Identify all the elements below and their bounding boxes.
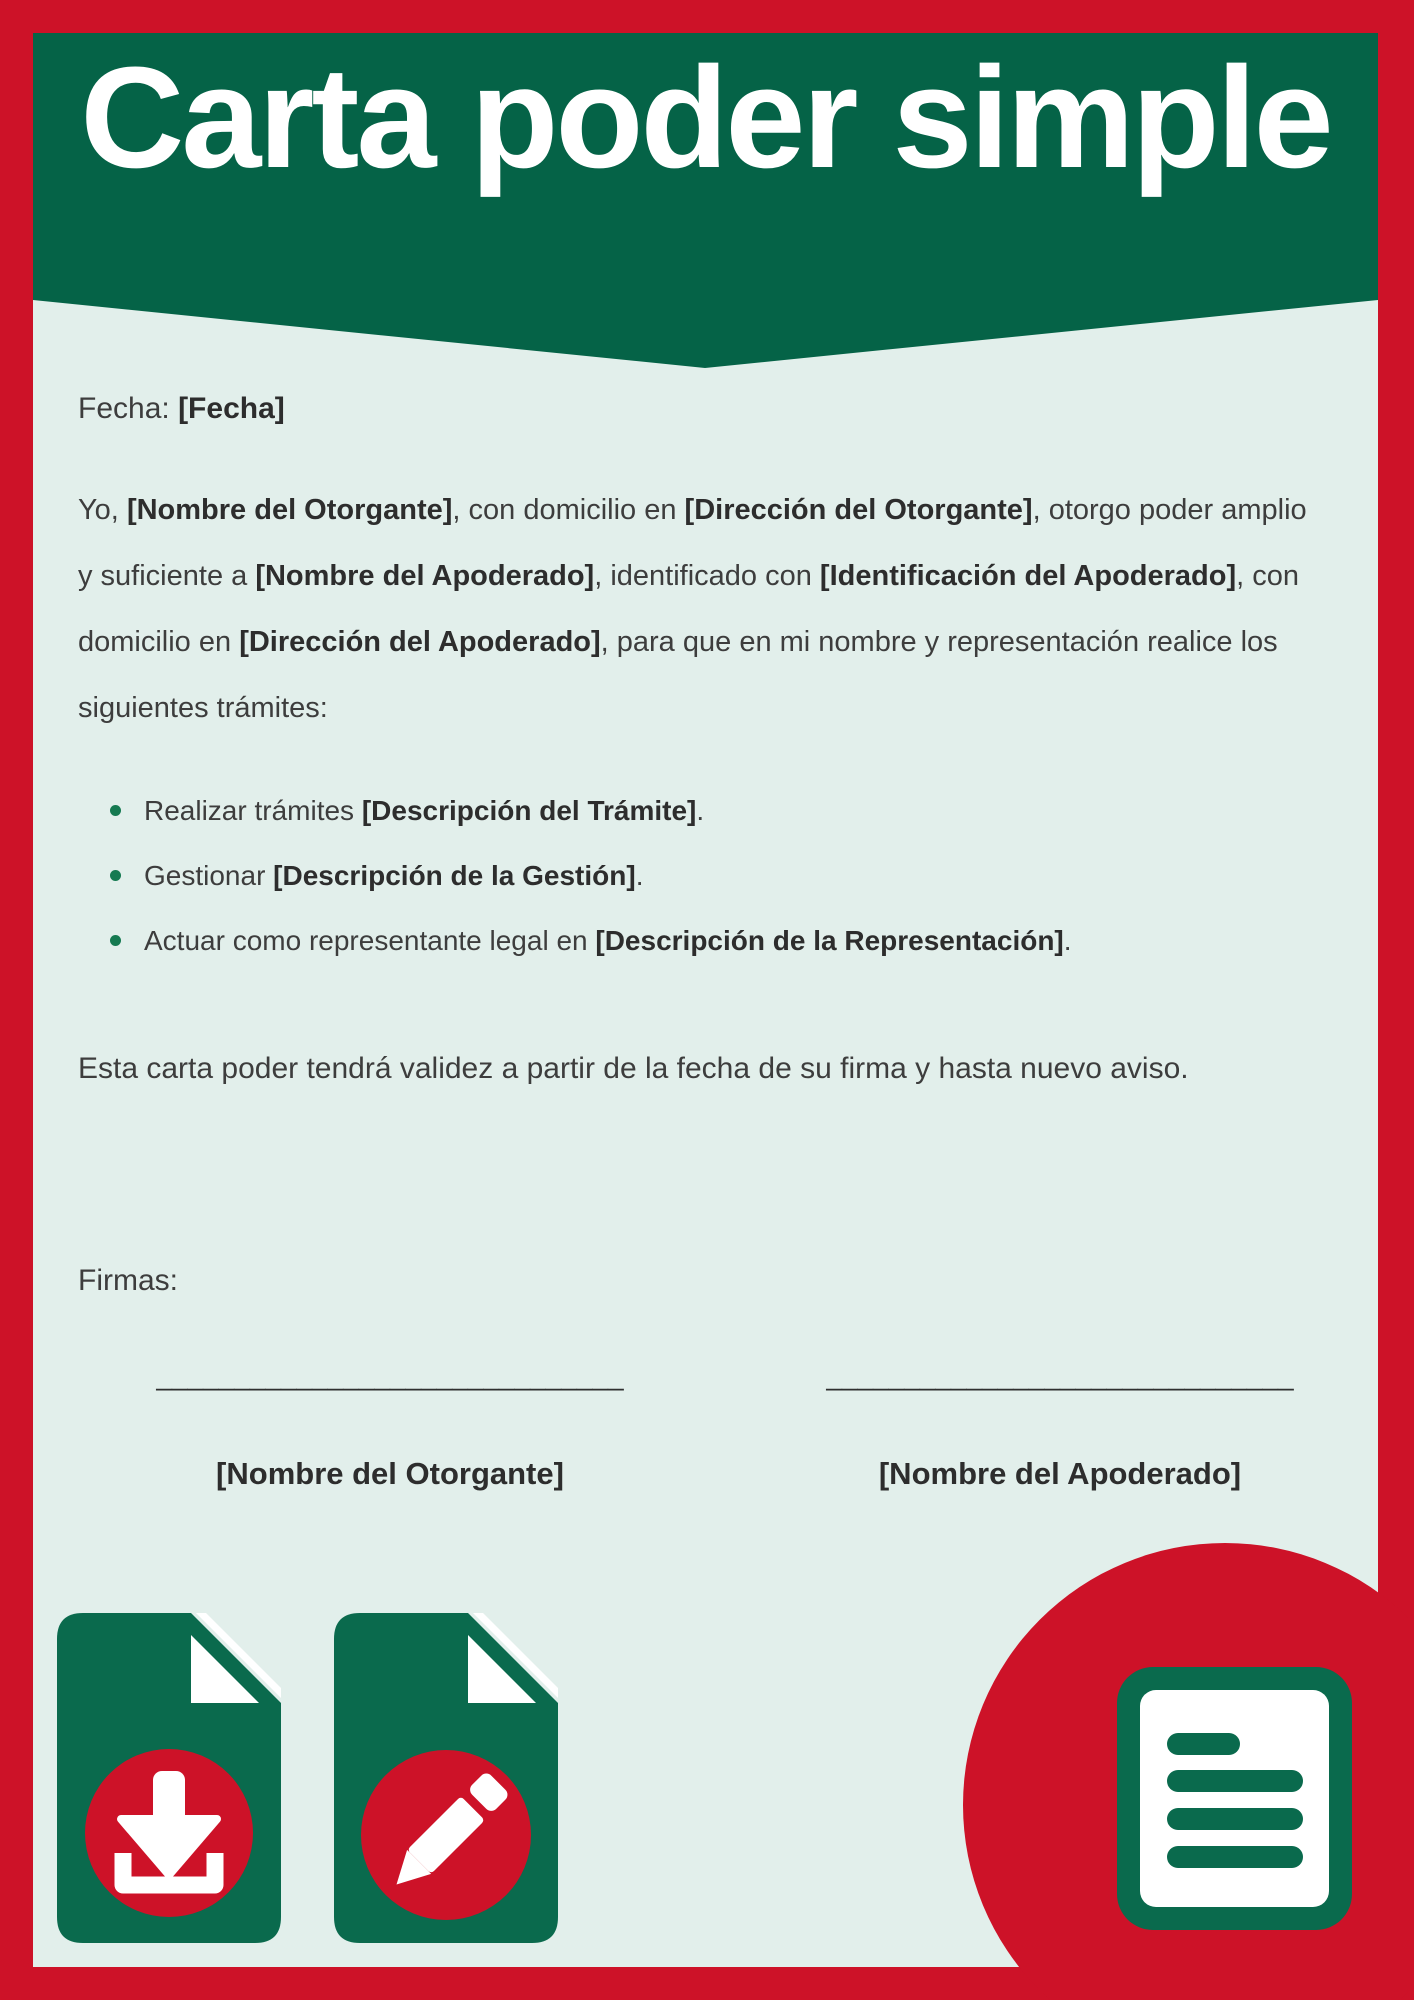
validity-text: Esta carta poder tendrá validez a partir de la fecha de su firma y hasta nuevo aviso.: [78, 1052, 1189, 1085]
file-download-button[interactable]: [57, 1613, 281, 1943]
signature-block-otorgante: [120, 1358, 660, 1494]
intro-paragraph: Yo, [Nombre del Otorgante], con domicilio en [Dirección del Otorgante], otorgo poder amplio y suficiente a [Nombre del Apoderado], identificado con [Identificación del Apoderado], con domicilio en [Dirección del Apoderado], para que en mi nombre y representación realice los siguientes trámites:: [78, 494, 1307, 724]
file-edit-button[interactable]: [334, 1613, 558, 1943]
signature-line: ______________________________: [156, 1360, 624, 1391]
signatory-name: [Nombre del Otorgante]: [216, 1456, 564, 1491]
signatures-label: Firmas:: [78, 1264, 178, 1297]
list-item: Gestionar [Descripción de la Gestión].: [78, 843, 1323, 908]
date-line: Fecha: [Fecha]: [78, 392, 285, 425]
signatory-name: [Nombre del Apoderado]: [878, 1456, 1242, 1491]
page-title: Carta poder simple: [80, 37, 1331, 198]
list-item: Actuar como representante legal en [Descripción de la Representación].: [78, 908, 1323, 973]
document-text-bar: [1167, 1846, 1303, 1868]
document-text-bar: [1167, 1770, 1303, 1792]
document-badge-icon: [1117, 1667, 1352, 1930]
document-text-bar: [1167, 1733, 1240, 1755]
list-item: Realizar trámites [Descripción del Trámite].: [78, 778, 1323, 843]
file-edit-icon: [334, 1613, 558, 1943]
bullet-list: [78, 778, 1323, 973]
signature-line: ______________________________: [826, 1360, 1294, 1391]
document-text-bar: [1167, 1808, 1303, 1830]
signature-block-apoderado: [790, 1358, 1330, 1494]
file-download-icon: [57, 1613, 281, 1943]
